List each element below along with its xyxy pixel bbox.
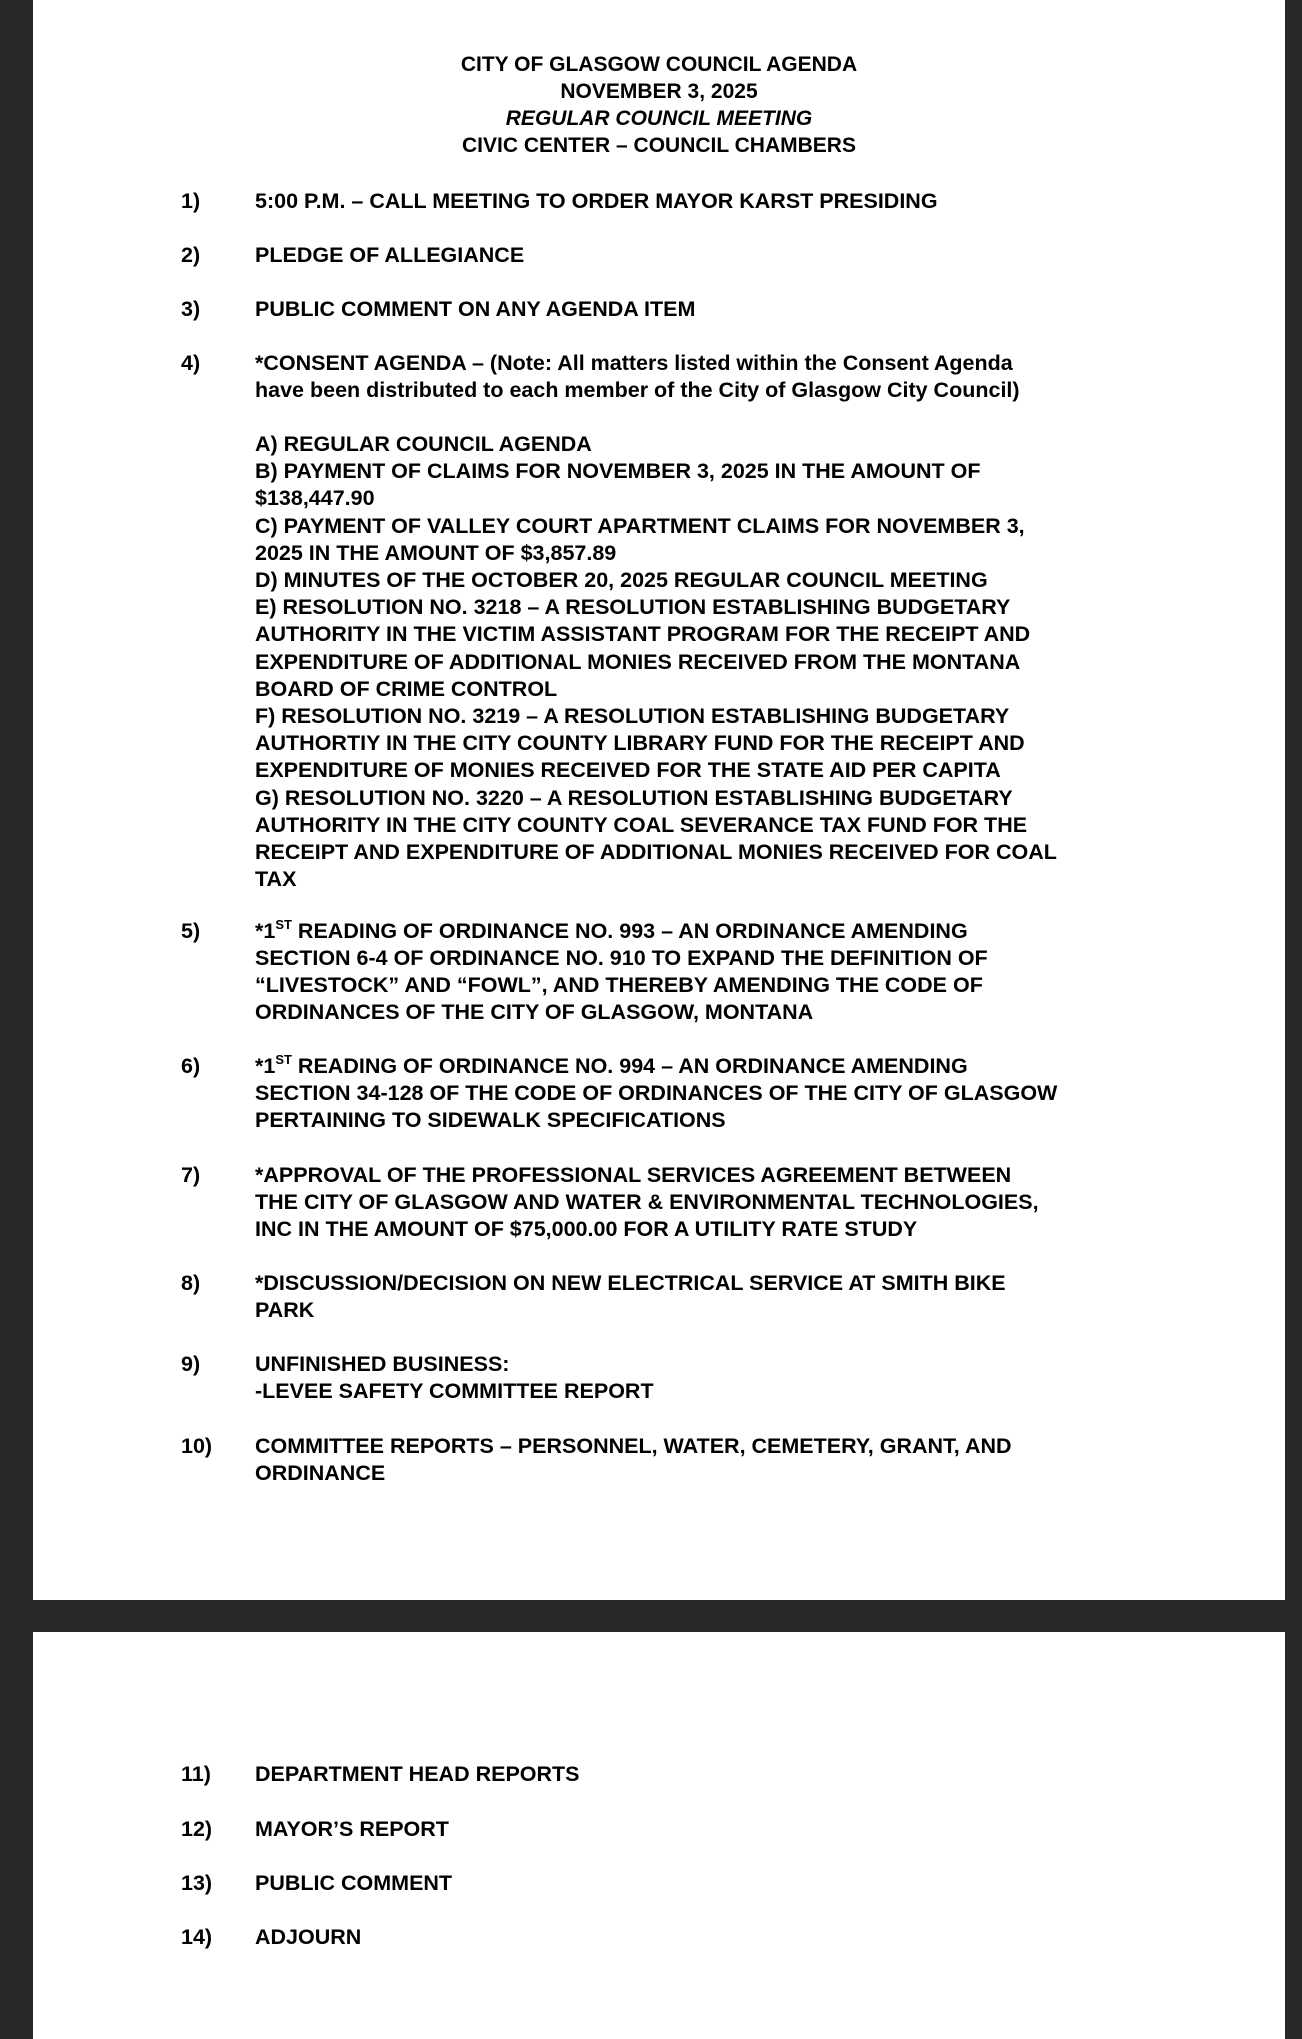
document-page-2: [33, 1632, 1285, 2039]
header-date: NOVEMBER 3, 2025: [560, 80, 758, 103]
item-number: 4): [181, 351, 201, 375]
consent-line: G) RESOLUTION NO. 3220 – A RESOLUTION ESTABLISHING BUDGETARY: [255, 785, 1013, 810]
consent-line: TAX: [255, 867, 297, 892]
item-text: SECTION 34-128 OF THE CODE OF ORDINANCES OF THE CITY OF GLASGOW: [255, 1081, 1058, 1105]
item-text: have been distributed to each member of the City of Glasgow City Council): [255, 378, 1020, 402]
item-text: SECTION 6-4 OF ORDINANCE NO. 910 TO EXPAND THE DEFINITION OF: [255, 946, 988, 970]
item-text: THE CITY OF GLASGOW AND WATER & ENVIRONMENTAL TECHNOLOGIES,: [255, 1190, 1039, 1214]
consent-line: BOARD OF CRIME CONTROL: [255, 676, 558, 701]
item-text: PLEDGE OF ALLEGIANCE: [255, 243, 525, 267]
item-number: 10): [181, 1434, 213, 1458]
consent-line: AUTHORTIY IN THE CITY COUNTY LIBRARY FUND FOR THE RECEIPT AND: [255, 731, 1025, 756]
consent-line: 2025 IN THE AMOUNT OF $3,857.89: [255, 540, 617, 565]
item-number: 6): [181, 1054, 201, 1078]
item-text: PUBLIC COMMENT: [255, 1871, 453, 1895]
consent-line: EXPENDITURE OF ADDITIONAL MONIES RECEIVED FROM THE MONTANA: [255, 649, 1021, 674]
consent-line: RECEIPT AND EXPENDITURE OF ADDITIONAL MONIES RECEIVED FOR COAL: [255, 840, 1057, 865]
header-meeting-type: REGULAR COUNCIL MEETING: [505, 107, 813, 130]
item-text: -LEVEE SAFETY COMMITTEE REPORT: [255, 1379, 654, 1403]
item-number: 7): [181, 1163, 201, 1187]
item-text: DEPARTMENT HEAD REPORTS: [255, 1762, 580, 1786]
item-number: 3): [181, 297, 201, 321]
item-text: *1ST READING OF ORDINANCE NO. 993 – AN ORDINANCE AMENDING: [255, 917, 968, 943]
item-text: PUBLIC COMMENT ON ANY AGENDA ITEM: [255, 297, 696, 321]
consent-line: A) REGULAR COUNCIL AGENDA: [255, 432, 592, 456]
item-text: INC IN THE AMOUNT OF $75,000.00 FOR A UTILITY RATE STUDY: [255, 1217, 918, 1241]
item-text: ADJOURN: [255, 1925, 362, 1949]
item-number: 13): [181, 1871, 213, 1895]
consent-line: B) PAYMENT OF CLAIMS FOR NOVEMBER 3, 2025 IN THE AMOUNT OF: [255, 459, 981, 484]
item-text: ORDINANCE: [255, 1461, 386, 1485]
item-text: “LIVESTOCK” AND “FOWL”, AND THEREBY AMENDING THE CODE OF: [255, 973, 983, 997]
item-number: 8): [181, 1271, 201, 1295]
consent-line: F) RESOLUTION NO. 3219 – A RESOLUTION ESTABLISHING BUDGETARY: [255, 704, 1010, 729]
consent-line: C) PAYMENT OF VALLEY COURT APARTMENT CLAIMS FOR NOVEMBER 3,: [255, 513, 1025, 538]
item-number: 9): [181, 1352, 201, 1376]
consent-line: $138,447.90: [255, 486, 375, 511]
consent-line: EXPENDITURE OF MONIES RECEIVED FOR THE STATE AID PER CAPITA: [255, 758, 1001, 783]
item-text: COMMITTEE REPORTS – PERSONNEL, WATER, CEMETERY, GRANT, AND: [255, 1434, 1012, 1458]
item-text: ORDINANCES OF THE CITY OF GLASGOW, MONTANA: [255, 1000, 814, 1024]
item-number: 5): [181, 919, 201, 943]
header-location: CIVIC CENTER – COUNCIL CHAMBERS: [462, 134, 856, 157]
consent-line: AUTHORITY IN THE CITY COUNTY COAL SEVERANCE TAX FUND FOR THE: [255, 812, 1028, 837]
item-text: PERTAINING TO SIDEWALK SPECIFICATIONS: [255, 1108, 726, 1132]
agenda-header: [33, 51, 1285, 159]
item-number: 14): [181, 1925, 213, 1949]
item-number: 2): [181, 243, 201, 267]
item-number: 11): [181, 1762, 211, 1786]
consent-line: AUTHORITY IN THE VICTIM ASSISTANT PROGRAM FOR THE RECEIPT AND: [255, 622, 1031, 647]
consent-agenda-list: [255, 431, 1195, 893]
consent-line: D) MINUTES OF THE OCTOBER 20, 2025 REGULAR COUNCIL MEETING: [255, 568, 988, 593]
item-text: UNFINISHED BUSINESS:: [255, 1352, 510, 1376]
consent-line: E) RESOLUTION NO. 3218 – A RESOLUTION ESTABLISHING BUDGETARY: [255, 595, 1011, 620]
item-number: 12): [181, 1817, 213, 1841]
item-text: MAYOR’S REPORT: [255, 1817, 449, 1841]
item-number: 1): [181, 189, 201, 213]
header-title: CITY OF GLASGOW COUNCIL AGENDA: [460, 53, 858, 76]
document-page-1: [33, 0, 1285, 1600]
item-text: 5:00 P.M. – CALL MEETING TO ORDER MAYOR KARST PRESIDING: [255, 189, 938, 213]
item-text: *CONSENT AGENDA – (Note: All matters listed within the Consent Agenda: [255, 351, 1013, 375]
item-text: *DISCUSSION/DECISION ON NEW ELECTRICAL SERVICE AT SMITH BIKE: [255, 1271, 1006, 1295]
item-text: *1ST READING OF ORDINANCE NO. 994 – AN ORDINANCE AMENDING: [255, 1052, 968, 1078]
item-text: *APPROVAL OF THE PROFESSIONAL SERVICES AGREEMENT BETWEEN: [255, 1163, 1012, 1187]
item-text: PARK: [255, 1298, 315, 1322]
